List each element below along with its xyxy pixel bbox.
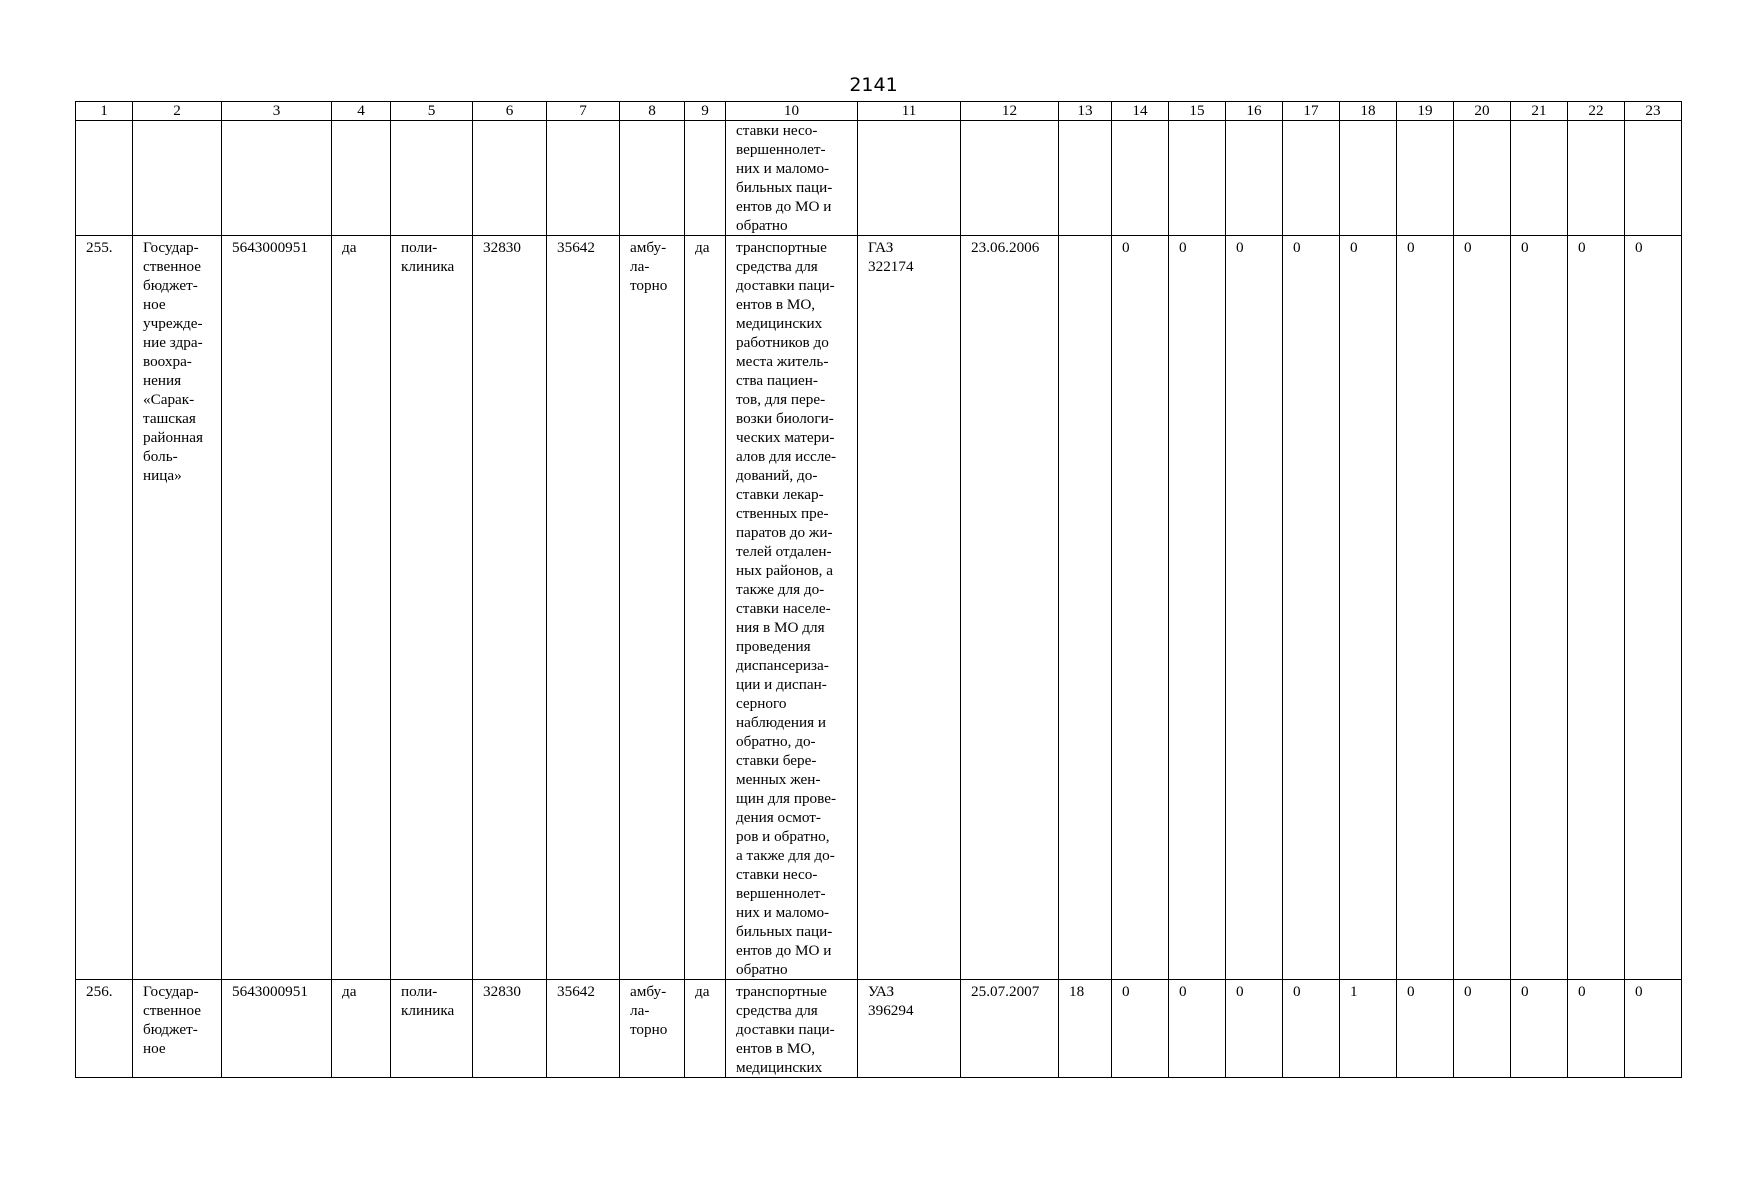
table-cell-col-3: 5643000951: [222, 236, 332, 980]
table-cell-col-20: 0: [1454, 236, 1511, 980]
table-cell-col-11: УАЗ 396294: [858, 980, 961, 1078]
table-cell-col-19: 0: [1397, 980, 1454, 1078]
table-row-255: [76, 236, 1682, 980]
table-cell-col-15: 0: [1169, 980, 1226, 1078]
table-cell-col-23: 0: [1625, 236, 1682, 980]
table-cell-col-4: [332, 121, 391, 236]
column-number-4: 4: [332, 102, 391, 121]
table-cell-col-15: [1169, 121, 1226, 236]
table-cell-col-4: да: [332, 980, 391, 1078]
table-cell-col-7: [547, 121, 620, 236]
table-cell-col-1: 255.: [76, 236, 133, 980]
table-cell-col-10: ставки несо- вершеннолет- них и маломо- бильных паци- ентов до МО и обратно: [726, 121, 858, 236]
table-cell-col-8: амбу- ла- торно: [620, 980, 685, 1078]
table-cell-col-11: ГАЗ 322174: [858, 236, 961, 980]
table-cell-col-21: 0: [1511, 236, 1568, 980]
column-number-23: 23: [1625, 102, 1682, 121]
table-cell-col-15: 0: [1169, 236, 1226, 980]
table-cell-col-16: 0: [1226, 236, 1283, 980]
table-cell-col-13: 18: [1059, 980, 1112, 1078]
table-cell-col-12: 23.06.2006: [961, 236, 1059, 980]
table-cell-col-17: 0: [1283, 236, 1340, 980]
table-cell-col-13: [1059, 236, 1112, 980]
table-cell-col-21: [1511, 121, 1568, 236]
column-number-20: 20: [1454, 102, 1511, 121]
table-cell-col-8: [620, 121, 685, 236]
column-number-row: [76, 102, 1682, 121]
table-cell-col-22: 0: [1568, 236, 1625, 980]
table-cell-col-6: 32830: [473, 980, 547, 1078]
table-cell-col-13: [1059, 121, 1112, 236]
table-cell-col-5: поли- клиника: [391, 236, 473, 980]
table-cell-col-9: да: [685, 980, 726, 1078]
table-cell-col-14: 0: [1112, 236, 1169, 980]
column-number-8: 8: [620, 102, 685, 121]
column-number-3: 3: [222, 102, 332, 121]
table-cell-col-18: 0: [1340, 236, 1397, 980]
table-cell-col-5: поли- клиника: [391, 980, 473, 1078]
table-cell-col-3: [222, 121, 332, 236]
table-cell-col-18: 1: [1340, 980, 1397, 1078]
table-cell-col-22: [1568, 121, 1625, 236]
column-number-16: 16: [1226, 102, 1283, 121]
table-cell-col-23: 0: [1625, 980, 1682, 1078]
table-cell-col-18: [1340, 121, 1397, 236]
table-cell-col-23: [1625, 121, 1682, 236]
table-cell-col-11: [858, 121, 961, 236]
table-cell-col-8: амбу- ла- торно: [620, 236, 685, 980]
table-cell-col-9: да: [685, 236, 726, 980]
table-cell-col-7: 35642: [547, 980, 620, 1078]
column-number-5: 5: [391, 102, 473, 121]
column-number-12: 12: [961, 102, 1059, 121]
column-number-17: 17: [1283, 102, 1340, 121]
table-cell-col-19: [1397, 121, 1454, 236]
table-cell-col-12: 25.07.2007: [961, 980, 1059, 1078]
column-number-13: 13: [1059, 102, 1112, 121]
table-cell-col-17: 0: [1283, 980, 1340, 1078]
table-cell-col-2: [133, 121, 222, 236]
table-cell-col-16: [1226, 121, 1283, 236]
table-cell-col-17: [1283, 121, 1340, 236]
table-cell-col-2: Государ- ственное бюджет- ное учрежде- ние здра- воохра- нения «Сарак- ташская районная боль- ница»: [133, 236, 222, 980]
table-cell-col-10: транспортные средства для доставки паци- ентов в МО, медицинских: [726, 980, 858, 1078]
table-cell-col-12: [961, 121, 1059, 236]
table-cell-col-6: 32830: [473, 236, 547, 980]
table-cell-col-9: [685, 121, 726, 236]
column-number-1: 1: [76, 102, 133, 121]
table-row-256: [76, 980, 1682, 1078]
table-cell-col-14: 0: [1112, 980, 1169, 1078]
table-cell-col-14: [1112, 121, 1169, 236]
table-cell-col-3: 5643000951: [222, 980, 332, 1078]
table-cell-col-1: 256.: [76, 980, 133, 1078]
column-number-21: 21: [1511, 102, 1568, 121]
column-number-6: 6: [473, 102, 547, 121]
table-cell-col-19: 0: [1397, 236, 1454, 980]
column-number-2: 2: [133, 102, 222, 121]
table-cell-col-7: 35642: [547, 236, 620, 980]
column-number-15: 15: [1169, 102, 1226, 121]
table-cell-col-20: 0: [1454, 980, 1511, 1078]
table-cell-col-21: 0: [1511, 980, 1568, 1078]
table-cell-col-6: [473, 121, 547, 236]
table-cell-col-10: транспортные средства для доставки паци- ентов в МО, медицинских работников до места житель- ства пациен- тов, для пере- возки биологи- ческих матери- алов для иссле- дований, до- ставки лекар- ственных пре- паратов до жи- телей отдален- ных районов, а также для до- ставки населе- ния в МО для проведения диспансериза- ции и диспан- серного наблюдения и обратно, до- ставки бере- менных жен- щин для прове- дения осмот- ров и обратно, а также для до- ставки несо- вершеннолет- них и маломо- бильных паци- ентов до МО и обратно: [726, 236, 858, 980]
table-row-continuation: [76, 121, 1682, 236]
table-cell-col-4: да: [332, 236, 391, 980]
column-number-11: 11: [858, 102, 961, 121]
column-number-18: 18: [1340, 102, 1397, 121]
table-cell-col-20: [1454, 121, 1511, 236]
column-number-9: 9: [685, 102, 726, 121]
column-number-22: 22: [1568, 102, 1625, 121]
data-table: [75, 101, 1682, 1078]
column-number-10: 10: [726, 102, 858, 121]
table-cell-col-16: 0: [1226, 980, 1283, 1078]
column-number-7: 7: [547, 102, 620, 121]
table-cell-col-1: [76, 121, 133, 236]
page-number: 2141: [849, 74, 898, 96]
column-number-14: 14: [1112, 102, 1169, 121]
column-number-19: 19: [1397, 102, 1454, 121]
table-cell-col-22: 0: [1568, 980, 1625, 1078]
table-cell-col-5: [391, 121, 473, 236]
table-cell-col-2: Государ- ственное бюджет- ное: [133, 980, 222, 1078]
